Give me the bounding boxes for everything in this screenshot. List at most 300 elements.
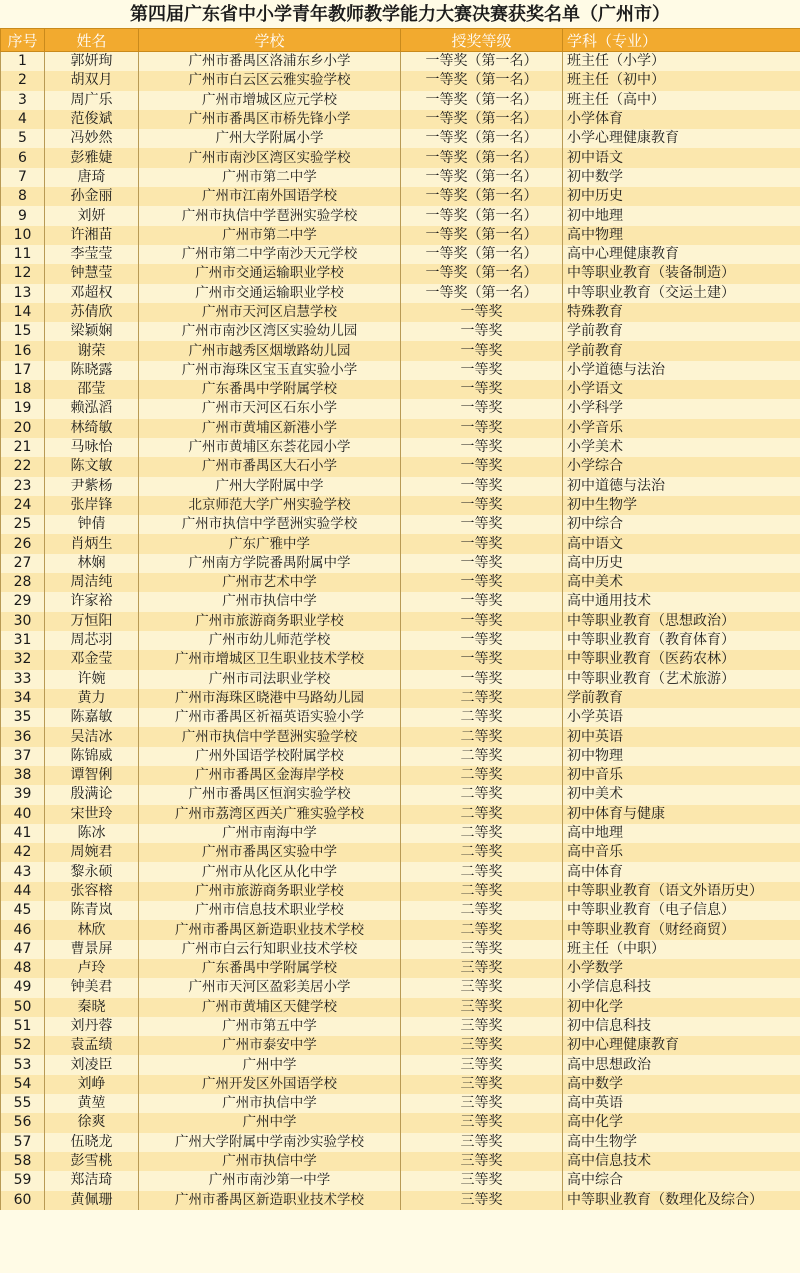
cell-subject: 班主任（小学）	[563, 52, 800, 72]
cell-award: 三等奖	[401, 1055, 563, 1074]
table-row	[1, 148, 800, 167]
cell-index: 32	[1, 650, 45, 669]
page-title: 第四届广东省中小学青年教师教学能力大赛决赛获奖名单（广州市）	[0, 0, 800, 28]
cell-index: 1	[1, 52, 45, 72]
cell-subject: 小学综合	[563, 457, 800, 476]
table-row	[1, 631, 800, 650]
table-row	[1, 419, 800, 438]
cell-award: 二等奖	[401, 843, 563, 862]
cell-school: 广州市番禺区实验中学	[139, 843, 401, 862]
cell-school: 广州市执信中学琶洲实验学校	[139, 727, 401, 746]
cell-index: 43	[1, 862, 45, 881]
table-row	[1, 341, 800, 360]
table-row	[1, 264, 800, 283]
cell-name: 黄力	[45, 689, 139, 708]
cell-school: 广州市天河区盈彩美居小学	[139, 978, 401, 997]
cell-index: 25	[1, 515, 45, 534]
table-row	[1, 689, 800, 708]
cell-award: 一等奖（第一名）	[401, 168, 563, 187]
cell-award: 一等奖（第一名）	[401, 264, 563, 283]
cell-subject: 中等职业教育（艺术旅游）	[563, 670, 800, 689]
cell-school: 广州市越秀区烟墩路幼儿园	[139, 341, 401, 360]
cell-award: 三等奖	[401, 1017, 563, 1036]
cell-name: 尹紫杨	[45, 477, 139, 496]
cell-subject: 小学科学	[563, 399, 800, 418]
cell-school: 广州市执信中学	[139, 1152, 401, 1171]
cell-subject: 中等职业教育（数理化及综合）	[563, 1191, 800, 1210]
cell-school: 广州市番禺区金海岸学校	[139, 766, 401, 785]
cell-name: 许婉	[45, 670, 139, 689]
cell-school: 广州市第二中学南沙天元学校	[139, 245, 401, 264]
cell-subject: 中等职业教育（电子信息）	[563, 901, 800, 920]
cell-name: 吴洁冰	[45, 727, 139, 746]
cell-subject: 班主任（高中）	[563, 91, 800, 110]
table-row	[1, 284, 800, 303]
cell-name: 马咏怡	[45, 438, 139, 457]
table-row	[1, 920, 800, 939]
cell-name: 陈冰	[45, 824, 139, 843]
cell-index: 9	[1, 206, 45, 225]
cell-index: 46	[1, 920, 45, 939]
cell-subject: 中等职业教育（装备制造）	[563, 264, 800, 283]
cell-index: 42	[1, 843, 45, 862]
cell-name: 彭雪桃	[45, 1152, 139, 1171]
cell-school: 广州大学附属中学	[139, 477, 401, 496]
cell-name: 许湘苗	[45, 226, 139, 245]
cell-subject: 高中物理	[563, 226, 800, 245]
table-row	[1, 1036, 800, 1055]
column-header-index: 序号	[1, 29, 45, 52]
cell-award: 一等奖	[401, 515, 563, 534]
cell-subject: 中等职业教育（财经商贸）	[563, 920, 800, 939]
cell-school: 广州市增城区卫生职业技术学校	[139, 650, 401, 669]
cell-index: 26	[1, 534, 45, 553]
cell-school: 广州市从化区从化中学	[139, 862, 401, 881]
cell-school: 广州市第五中学	[139, 1017, 401, 1036]
cell-name: 钟慧莹	[45, 264, 139, 283]
cell-index: 50	[1, 998, 45, 1017]
cell-award: 三等奖	[401, 940, 563, 959]
cell-subject: 高中化学	[563, 1113, 800, 1132]
cell-award: 三等奖	[401, 1094, 563, 1113]
cell-subject: 特殊教育	[563, 303, 800, 322]
cell-name: 陈晓露	[45, 361, 139, 380]
cell-name: 伍晓龙	[45, 1133, 139, 1152]
cell-index: 60	[1, 1191, 45, 1210]
table-row	[1, 1017, 800, 1036]
cell-name: 郭妍珣	[45, 52, 139, 72]
cell-index: 41	[1, 824, 45, 843]
table-row	[1, 1113, 800, 1132]
cell-index: 5	[1, 129, 45, 148]
cell-name: 陈嘉敏	[45, 708, 139, 727]
cell-name: 苏倩欣	[45, 303, 139, 322]
cell-school: 广州市执信中学琶洲实验学校	[139, 206, 401, 225]
cell-award: 一等奖	[401, 534, 563, 553]
table-row	[1, 361, 800, 380]
cell-school: 广州市司法职业学校	[139, 670, 401, 689]
cell-school: 广州市执信中学琶洲实验学校	[139, 515, 401, 534]
table-row	[1, 978, 800, 997]
cell-award: 一等奖	[401, 303, 563, 322]
cell-school: 广州市交通运输职业学校	[139, 264, 401, 283]
cell-index: 36	[1, 727, 45, 746]
cell-school: 北京师范大学广州实验学校	[139, 496, 401, 515]
cell-school: 广州市执信中学	[139, 592, 401, 611]
cell-subject: 初中信息科技	[563, 1017, 800, 1036]
cell-school: 广州市海珠区晓港中马路幼儿园	[139, 689, 401, 708]
table-body	[1, 52, 800, 1210]
cell-award: 一等奖（第一名）	[401, 52, 563, 72]
cell-award: 一等奖	[401, 670, 563, 689]
cell-subject: 初中英语	[563, 727, 800, 746]
cell-school: 广州南方学院番禺附属中学	[139, 554, 401, 573]
cell-subject: 小学数学	[563, 959, 800, 978]
cell-award: 一等奖	[401, 650, 563, 669]
cell-subject: 高中体育	[563, 862, 800, 881]
cell-school: 广州市信息技术职业学校	[139, 901, 401, 920]
cell-index: 11	[1, 245, 45, 264]
cell-subject: 班主任（初中）	[563, 71, 800, 90]
column-header-name: 姓名	[45, 29, 139, 52]
cell-index: 14	[1, 303, 45, 322]
cell-subject: 初中历史	[563, 187, 800, 206]
cell-subject: 高中数学	[563, 1075, 800, 1094]
cell-subject: 小学英语	[563, 708, 800, 727]
cell-school: 广东番禺中学附属学校	[139, 959, 401, 978]
table-row	[1, 901, 800, 920]
cell-award: 一等奖（第一名）	[401, 129, 563, 148]
table-row	[1, 727, 800, 746]
cell-name: 冯妙然	[45, 129, 139, 148]
cell-school: 广州市交通运输职业学校	[139, 284, 401, 303]
cell-school: 广州外国语学校附属学校	[139, 747, 401, 766]
cell-index: 51	[1, 1017, 45, 1036]
cell-award: 二等奖	[401, 862, 563, 881]
cell-award: 二等奖	[401, 727, 563, 746]
cell-award: 一等奖	[401, 496, 563, 515]
cell-award: 二等奖	[401, 805, 563, 824]
cell-school: 广州市南海中学	[139, 824, 401, 843]
table-row	[1, 1152, 800, 1171]
cell-name: 秦晓	[45, 998, 139, 1017]
cell-name: 邓超权	[45, 284, 139, 303]
column-header-award: 授奖等级	[401, 29, 563, 52]
table-row	[1, 862, 800, 881]
table-row	[1, 805, 800, 824]
table-row	[1, 91, 800, 110]
cell-subject: 中等职业教育（语文外语历史）	[563, 882, 800, 901]
table-row	[1, 708, 800, 727]
cell-subject: 中等职业教育（交运土建）	[563, 284, 800, 303]
table-row	[1, 650, 800, 669]
cell-school: 广州大学附属小学	[139, 129, 401, 148]
cell-award: 二等奖	[401, 747, 563, 766]
cell-school: 广州市执信中学	[139, 1094, 401, 1113]
cell-subject: 小学心理健康教育	[563, 129, 800, 148]
cell-subject: 高中语文	[563, 534, 800, 553]
cell-school: 广州市海珠区宝玉直实验小学	[139, 361, 401, 380]
cell-award: 二等奖	[401, 920, 563, 939]
cell-award: 三等奖	[401, 998, 563, 1017]
cell-name: 肖炳生	[45, 534, 139, 553]
cell-index: 40	[1, 805, 45, 824]
cell-subject: 初中数学	[563, 168, 800, 187]
cell-subject: 小学美术	[563, 438, 800, 457]
table-header-row	[1, 29, 800, 52]
cell-index: 3	[1, 91, 45, 110]
table-row	[1, 226, 800, 245]
cell-index: 15	[1, 322, 45, 341]
cell-school: 广州市幼儿师范学校	[139, 631, 401, 650]
cell-name: 黄佩珊	[45, 1191, 139, 1210]
cell-subject: 高中心理健康教育	[563, 245, 800, 264]
cell-index: 33	[1, 670, 45, 689]
cell-award: 三等奖	[401, 1191, 563, 1210]
cell-index: 16	[1, 341, 45, 360]
cell-award: 一等奖	[401, 380, 563, 399]
table-row	[1, 1133, 800, 1152]
cell-subject: 初中心理健康教育	[563, 1036, 800, 1055]
table-row	[1, 187, 800, 206]
cell-name: 周婉君	[45, 843, 139, 862]
column-header-subject: 学科（专业）	[563, 29, 800, 52]
cell-index: 49	[1, 978, 45, 997]
cell-index: 56	[1, 1113, 45, 1132]
cell-award: 三等奖	[401, 978, 563, 997]
table-row	[1, 612, 800, 631]
cell-school: 广州大学附属中学南沙实验学校	[139, 1133, 401, 1152]
cell-subject: 初中地理	[563, 206, 800, 225]
cell-index: 20	[1, 419, 45, 438]
cell-award: 二等奖	[401, 708, 563, 727]
table-row	[1, 71, 800, 90]
cell-subject: 小学语文	[563, 380, 800, 399]
table-row	[1, 573, 800, 592]
table-row	[1, 438, 800, 457]
cell-award: 一等奖	[401, 399, 563, 418]
cell-subject: 初中语文	[563, 148, 800, 167]
cell-award: 一等奖（第一名）	[401, 110, 563, 129]
cell-school: 广东广雅中学	[139, 534, 401, 553]
table-row	[1, 747, 800, 766]
cell-school: 广州中学	[139, 1113, 401, 1132]
cell-name: 殷满论	[45, 785, 139, 804]
cell-school: 广州市番禺区新造职业技术学校	[139, 920, 401, 939]
cell-subject: 中等职业教育（思想政治）	[563, 612, 800, 631]
cell-award: 一等奖	[401, 341, 563, 360]
cell-award: 三等奖	[401, 1171, 563, 1190]
table-row	[1, 1094, 800, 1113]
cell-award: 一等奖	[401, 631, 563, 650]
cell-index: 2	[1, 71, 45, 90]
cell-school: 广州市泰安中学	[139, 1036, 401, 1055]
table-row	[1, 1171, 800, 1190]
cell-name: 万恒阳	[45, 612, 139, 631]
cell-name: 刘凌臣	[45, 1055, 139, 1074]
cell-award: 一等奖（第一名）	[401, 245, 563, 264]
cell-award: 一等奖	[401, 361, 563, 380]
table-row	[1, 1191, 800, 1210]
table-row	[1, 554, 800, 573]
cell-name: 林绮敏	[45, 419, 139, 438]
cell-school: 广州市艺术中学	[139, 573, 401, 592]
cell-award: 一等奖（第一名）	[401, 148, 563, 167]
cell-index: 27	[1, 554, 45, 573]
cell-award: 一等奖（第一名）	[401, 226, 563, 245]
cell-index: 55	[1, 1094, 45, 1113]
table-row	[1, 477, 800, 496]
cell-school: 广州市黄埔区新港小学	[139, 419, 401, 438]
cell-subject: 高中音乐	[563, 843, 800, 862]
cell-name: 钟美君	[45, 978, 139, 997]
cell-award: 二等奖	[401, 689, 563, 708]
table-row	[1, 322, 800, 341]
cell-name: 黄堃	[45, 1094, 139, 1113]
table-row	[1, 496, 800, 515]
cell-subject: 初中美术	[563, 785, 800, 804]
cell-school: 广州市番禺区恒润实验学校	[139, 785, 401, 804]
cell-name: 张岸锋	[45, 496, 139, 515]
cell-index: 44	[1, 882, 45, 901]
cell-index: 38	[1, 766, 45, 785]
cell-subject: 初中音乐	[563, 766, 800, 785]
cell-name: 谢荣	[45, 341, 139, 360]
cell-name: 周洁纯	[45, 573, 139, 592]
cell-award: 一等奖	[401, 592, 563, 611]
cell-subject: 小学体育	[563, 110, 800, 129]
table-row	[1, 1055, 800, 1074]
cell-subject: 初中综合	[563, 515, 800, 534]
cell-award: 三等奖	[401, 1075, 563, 1094]
cell-subject: 学前教育	[563, 341, 800, 360]
cell-award: 一等奖（第一名）	[401, 71, 563, 90]
cell-subject: 初中道德与法治	[563, 477, 800, 496]
cell-index: 4	[1, 110, 45, 129]
table-row	[1, 245, 800, 264]
cell-name: 邓金莹	[45, 650, 139, 669]
cell-school: 广州市番禺区新造职业技术学校	[139, 1191, 401, 1210]
cell-school: 广州市江南外国语学校	[139, 187, 401, 206]
cell-index: 31	[1, 631, 45, 650]
table-row	[1, 998, 800, 1017]
cell-index: 59	[1, 1171, 45, 1190]
cell-subject: 小学音乐	[563, 419, 800, 438]
table-row	[1, 843, 800, 862]
cell-award: 三等奖	[401, 1152, 563, 1171]
cell-school: 广州市黄埔区天健学校	[139, 998, 401, 1017]
cell-name: 刘妍	[45, 206, 139, 225]
cell-subject: 高中通用技术	[563, 592, 800, 611]
cell-index: 24	[1, 496, 45, 515]
cell-subject: 初中体育与健康	[563, 805, 800, 824]
cell-name: 钟倩	[45, 515, 139, 534]
award-table	[0, 28, 800, 1210]
cell-subject: 初中化学	[563, 998, 800, 1017]
cell-award: 一等奖	[401, 612, 563, 631]
cell-award: 三等奖	[401, 1113, 563, 1132]
cell-name: 周芯羽	[45, 631, 139, 650]
cell-name: 范俊斌	[45, 110, 139, 129]
cell-subject: 初中生物学	[563, 496, 800, 515]
cell-school: 广州市旅游商务职业学校	[139, 612, 401, 631]
cell-school: 广州市天河区启慧学校	[139, 303, 401, 322]
cell-index: 29	[1, 592, 45, 611]
cell-award: 一等奖	[401, 438, 563, 457]
cell-school: 广州市荔湾区西关广雅实验学校	[139, 805, 401, 824]
cell-school: 广州市南沙第一中学	[139, 1171, 401, 1190]
cell-award: 三等奖	[401, 1036, 563, 1055]
cell-name: 黎永硕	[45, 862, 139, 881]
cell-award: 三等奖	[401, 1133, 563, 1152]
cell-name: 唐琦	[45, 168, 139, 187]
cell-index: 8	[1, 187, 45, 206]
cell-index: 37	[1, 747, 45, 766]
table-row	[1, 303, 800, 322]
table-row	[1, 110, 800, 129]
cell-name: 郑洁琦	[45, 1171, 139, 1190]
cell-index: 23	[1, 477, 45, 496]
cell-name: 陈青岚	[45, 901, 139, 920]
cell-subject: 高中思想政治	[563, 1055, 800, 1074]
table-row	[1, 399, 800, 418]
cell-award: 一等奖（第一名）	[401, 91, 563, 110]
cell-school: 广州市第二中学	[139, 168, 401, 187]
cell-award: 二等奖	[401, 824, 563, 843]
cell-school: 广州市增城区应元学校	[139, 91, 401, 110]
cell-award: 一等奖	[401, 573, 563, 592]
cell-index: 30	[1, 612, 45, 631]
cell-index: 6	[1, 148, 45, 167]
cell-school: 广州市番禺区洛浦东乡小学	[139, 52, 401, 72]
table-row	[1, 380, 800, 399]
cell-name: 胡双月	[45, 71, 139, 90]
cell-index: 45	[1, 901, 45, 920]
cell-subject: 高中英语	[563, 1094, 800, 1113]
cell-name: 孙金丽	[45, 187, 139, 206]
cell-name: 宋世玲	[45, 805, 139, 824]
cell-award: 一等奖（第一名）	[401, 187, 563, 206]
cell-school: 广州市番禺区祈福英语实验小学	[139, 708, 401, 727]
cell-award: 一等奖	[401, 322, 563, 341]
cell-subject: 中等职业教育（医药农林）	[563, 650, 800, 669]
cell-subject: 高中地理	[563, 824, 800, 843]
cell-subject: 高中历史	[563, 554, 800, 573]
cell-subject: 初中物理	[563, 747, 800, 766]
cell-school: 广州市南沙区湾区实验幼儿园	[139, 322, 401, 341]
cell-award: 一等奖	[401, 419, 563, 438]
table-row	[1, 206, 800, 225]
cell-index: 19	[1, 399, 45, 418]
cell-name: 卢玲	[45, 959, 139, 978]
cell-name: 张容榕	[45, 882, 139, 901]
cell-index: 57	[1, 1133, 45, 1152]
cell-index: 21	[1, 438, 45, 457]
cell-name: 林欣	[45, 920, 139, 939]
cell-award: 一等奖	[401, 477, 563, 496]
cell-name: 周广乐	[45, 91, 139, 110]
cell-school: 广州中学	[139, 1055, 401, 1074]
table-row	[1, 1075, 800, 1094]
cell-award: 一等奖（第一名）	[401, 284, 563, 303]
column-header-school: 学校	[139, 29, 401, 52]
cell-school: 广州市天河区石东小学	[139, 399, 401, 418]
cell-subject: 高中美术	[563, 573, 800, 592]
cell-index: 58	[1, 1152, 45, 1171]
table-row	[1, 785, 800, 804]
cell-award: 二等奖	[401, 882, 563, 901]
cell-subject: 学前教育	[563, 689, 800, 708]
